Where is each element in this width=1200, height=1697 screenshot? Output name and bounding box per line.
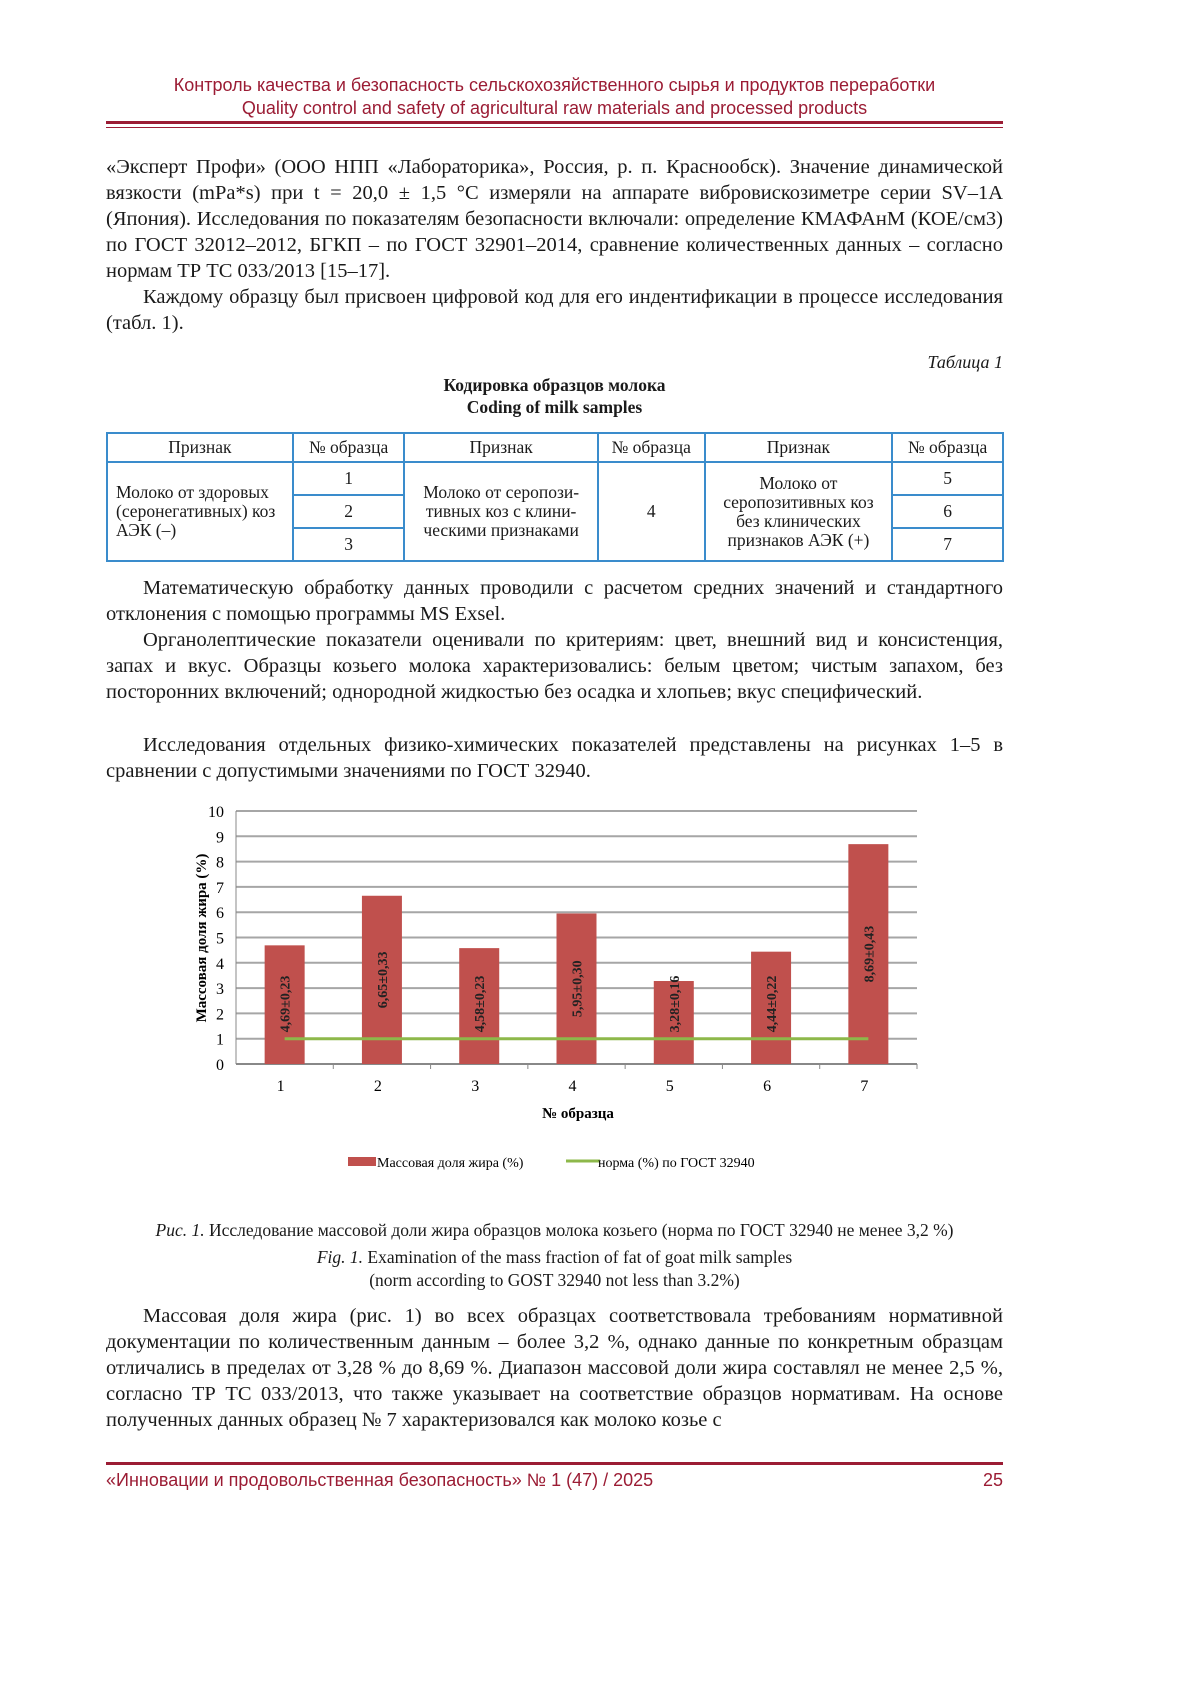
table-header-row [107, 433, 1003, 462]
caption-ru-prefix: Рис. 1. [155, 1220, 205, 1240]
bar-data-label: 3,28±0,16 [667, 975, 683, 1033]
y-axis-label: Массовая доля жира (%) [194, 853, 210, 1023]
sample-cell: 6 [892, 495, 1003, 528]
x-tick-label: 5 [665, 1078, 674, 1095]
bar-data-label: 8,69±0,43 [862, 925, 878, 983]
caption-ru [106, 1219, 1003, 1242]
paragraph-3 [106, 575, 1003, 627]
table-title [106, 374, 1003, 418]
x-tick-label: 1 [276, 1078, 285, 1095]
x-tick-label: 6 [763, 1078, 772, 1095]
journal-name: «Инновации и продовольственная безопасность» № 1 (47) / 2025 [106, 1470, 654, 1490]
paragraph-5-text: Исследования отдельных физико-химических показателей представлены на рисунках 1–5 в сравнении с допустимыми значениями по ГОСТ 32940. [106, 734, 1003, 782]
paragraph-3-text: Математическую обработку данных проводили с расчетом средних значений и стандартного отклонения с помощью программы MS Exsel. [106, 577, 1003, 625]
figure-caption [106, 1219, 1003, 1292]
x-tick-label: 7 [860, 1078, 869, 1095]
paragraph-1: «Эксперт Профи» (ООО НПП «Лабораторика», Россия, р. п. Краснообск). Значение динамической вязкости (mPa*s) при t = 20,0 ± 1,5 °С измеряли на аппарате вибровискозиметре серии SV–1A (Япония). Исследования по показателям безопасности включали: определение КМАФАнМ (КОЕ/см3) по ГОСТ 32012–2012, БГКП – по ГОСТ 32901–2014, сравнение количественных данных – согласно нормам ТР ТС 033/2013 [15–17]. [106, 156, 1003, 282]
legend-bar-label: Массовая доля жира (%) [377, 1156, 524, 1171]
table-row [107, 462, 1003, 495]
sample-cell: 5 [892, 462, 1003, 495]
bar-data-label: 4,58±0,23 [473, 975, 489, 1033]
y-tick-label: 5 [216, 930, 224, 948]
y-tick-label: 0 [216, 1057, 224, 1074]
y-tick-label: 8 [216, 854, 224, 872]
header-rule [106, 121, 1003, 124]
x-tick-label: 2 [373, 1078, 382, 1095]
y-tick-label: 10 [208, 804, 224, 821]
sample-cell: 7 [892, 528, 1003, 561]
x-axis-label: № образца [542, 1106, 614, 1122]
paragraph-6-text: Массовая доля жира (рис. 1) во всех образцах соответствовала требованиям нормативной документации по количественным данным – более 3,2 %, однако данные по конкретным образцам отличались в пределах от 3,28 % до 8,69 %. Диапазон массовой доли жира составлял не менее 2,5 %, согласно ТР ТС 033/2013, что также указывает на соответствие образцов нормативам. На основе полученных данных образец № 7 характеризовался как молоко козье с [106, 1305, 1003, 1431]
caption-en-prefix: Fig. 1. [316, 1247, 364, 1267]
y-tick-label: 1 [216, 1031, 224, 1049]
y-tick-label: 4 [216, 955, 224, 973]
chart-legend [348, 1156, 755, 1171]
bar-data-label: 4,69±0,23 [278, 975, 294, 1033]
sample-cell: 1 [293, 462, 405, 495]
feature-cell: Молоко от серопозитивных коз без клинических признаков АЭК (+) [705, 462, 893, 561]
y-tick-label: 7 [216, 879, 224, 897]
feature-cell: Молоко от серопози-тивных коз с клини-ческими признаками [404, 462, 597, 561]
x-tick-label: 4 [568, 1078, 577, 1095]
footer [106, 1470, 1003, 1491]
page-number: 25 [982, 1470, 1003, 1490]
paragraph-5 [106, 732, 1003, 784]
y-tick-label: 9 [216, 829, 224, 847]
col-header: Признак [404, 433, 597, 462]
bar-data-label: 5,95±0,30 [570, 960, 586, 1018]
y-tick-label: 2 [216, 1006, 224, 1024]
col-header: № образца [293, 433, 405, 462]
caption-en-2: (norm according to GOST 32940 not less than 3.2%) [369, 1270, 740, 1290]
col-header: № образца [892, 433, 1003, 462]
y-tick-label: 6 [216, 905, 224, 923]
y-tick-label: 3 [216, 981, 224, 999]
table-title-en: Coding of milk samples [466, 397, 643, 417]
legend-bar-swatch [348, 1157, 376, 1166]
header-ru: Контроль качества и безопасность сельскохозяйственного сырья и продуктов переработки [173, 75, 936, 95]
x-tick-label: 3 [471, 1078, 480, 1095]
paragraph-4 [106, 627, 1003, 705]
sample-coding-table [106, 432, 1004, 562]
running-header [106, 74, 1003, 120]
caption-en-text: Examination of the mass fraction of fat of goat milk samples [363, 1247, 793, 1267]
header-en: Quality control and safety of agricultural raw materials and processed products [241, 98, 868, 118]
sample-cell: 3 [293, 528, 405, 561]
col-header: Признак [107, 433, 293, 462]
bar-data-label: 6,65±0,33 [375, 951, 391, 1009]
header-rule-thin [106, 127, 1003, 128]
sample-cell: 4 [598, 462, 705, 561]
paragraph-2-text: Каждому образцу был присвоен цифровой код для его индентификации в процессе исследования (табл. 1). [106, 286, 1003, 334]
bar-data-label: 4,44±0,22 [765, 975, 781, 1033]
footer-rule [106, 1462, 1003, 1465]
fat-fraction-chart [180, 795, 940, 1195]
caption-en [106, 1246, 1003, 1269]
caption-ru-text: Исследование массовой доли жира образцов молока козьего (норма по ГОСТ 32940 не менее 3,2 %) [204, 1220, 954, 1240]
paragraph-6 [106, 1303, 1003, 1433]
paragraph-2 [106, 284, 1003, 336]
col-header: № образца [598, 433, 705, 462]
sample-cell: 2 [293, 495, 405, 528]
table-label: Таблица 1 [927, 352, 1003, 372]
col-header: Признак [705, 433, 893, 462]
legend-line-label: норма (%) по ГОСТ 32940 [598, 1156, 755, 1171]
paragraph-4-text: Органолептические показатели оценивали по критериям: цвет, внешний вид и консистенция, запах и вкус. Образцы козьего молока характеризовались: белым цветом; чистым запахом, без посторонних включений; однородной жидкостью без осадка и хлопьев; вкус специфический. [106, 629, 1003, 703]
table-title-ru: Кодировка образцов молока [443, 375, 666, 395]
feature-cell: Молоко от здоровых (серонегативных) коз АЭК (–) [107, 462, 293, 561]
